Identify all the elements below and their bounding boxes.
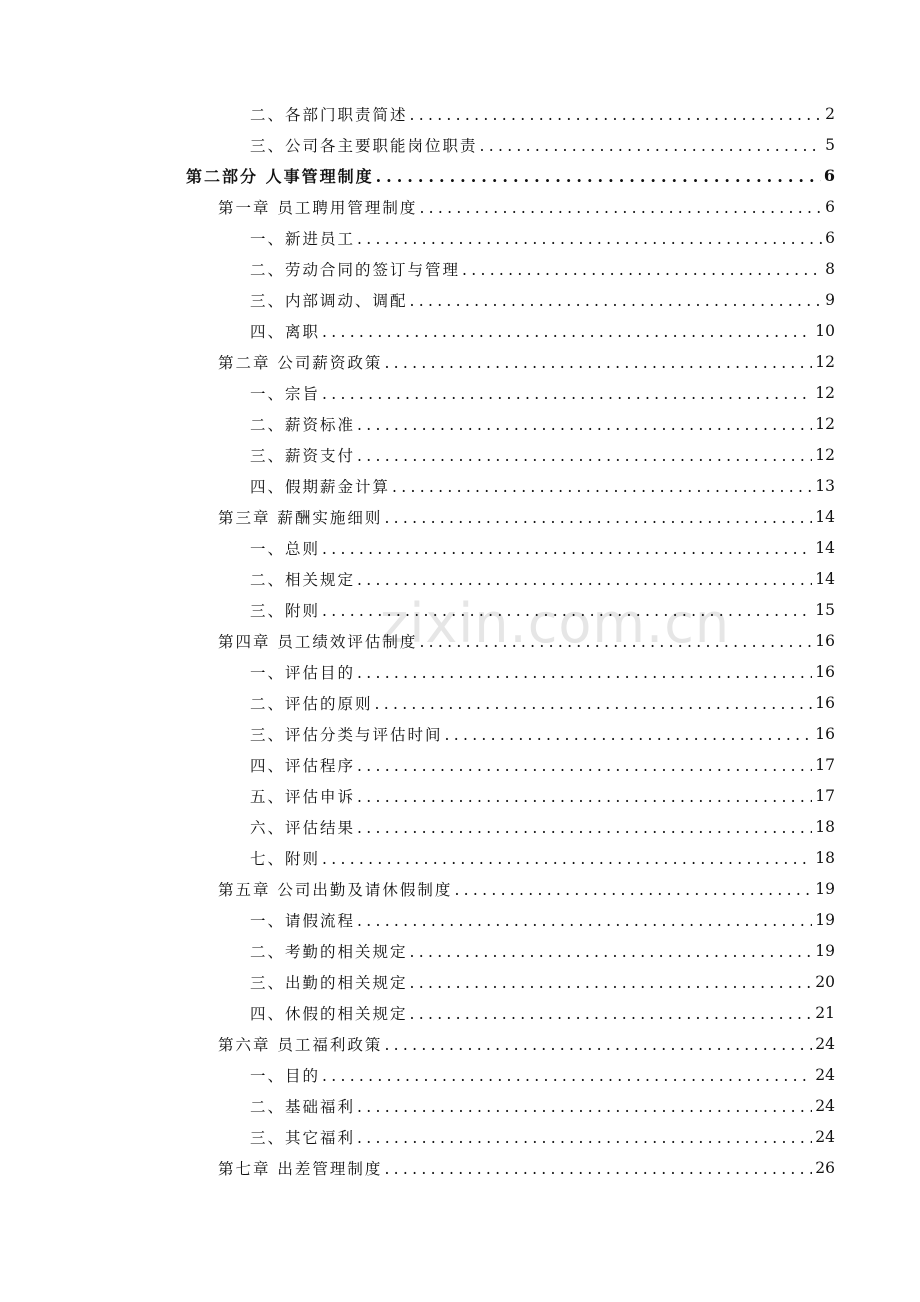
toc-entry-page-number: 24 xyxy=(815,1127,835,1146)
dot-leader xyxy=(410,974,813,992)
dot-leader xyxy=(357,571,812,589)
toc-entry-label: 七、附则 xyxy=(250,849,321,868)
toc-entry-label: 一、新进员工 xyxy=(250,229,356,248)
toc-entry-section[interactable] xyxy=(0,315,920,346)
toc-entry-label: 五、评估申诉 xyxy=(250,787,356,806)
toc-entry-page-number: 8 xyxy=(825,259,835,278)
toc-entry-chapter[interactable] xyxy=(0,191,920,222)
dot-leader xyxy=(375,695,813,713)
dot-leader xyxy=(357,447,812,465)
toc-entry-page-number: 5 xyxy=(825,135,835,154)
toc-entry-label: 第三章 薪酬实施细则 xyxy=(218,508,383,527)
toc-entry-page-number: 12 xyxy=(815,445,835,464)
toc-entry-page-number: 26 xyxy=(815,1158,835,1177)
toc-entry-section[interactable] xyxy=(0,439,920,470)
toc-entry-label: 二、相关规定 xyxy=(250,570,356,589)
toc-entry-section[interactable] xyxy=(0,222,920,253)
dot-leader xyxy=(384,354,812,372)
toc-entry-section[interactable] xyxy=(0,98,920,129)
toc-entry-label: 三、附则 xyxy=(250,601,321,620)
dot-leader xyxy=(480,137,823,155)
dot-leader xyxy=(322,323,812,341)
toc-entry-section[interactable] xyxy=(0,253,920,284)
toc-entry-label: 二、劳动合同的签订与管理 xyxy=(250,260,461,279)
dot-leader xyxy=(357,757,812,775)
dot-leader xyxy=(419,633,812,651)
toc-entry-label: 第六章 员工福利政策 xyxy=(218,1035,383,1054)
toc-entry-label: 三、评估分类与评估时间 xyxy=(250,725,443,744)
toc-entry-page-number: 12 xyxy=(815,352,835,371)
toc-entry-page-number: 10 xyxy=(815,321,835,340)
dot-leader xyxy=(376,167,821,186)
table-of-contents xyxy=(0,98,920,1183)
toc-entry-page-number: 17 xyxy=(815,786,835,805)
toc-entry-label: 四、休假的相关规定 xyxy=(250,1004,408,1023)
toc-entry-page-number: 14 xyxy=(815,538,835,557)
toc-entry-section[interactable] xyxy=(0,780,920,811)
toc-entry-page-number: 6 xyxy=(825,228,835,247)
toc-entry-part[interactable] xyxy=(0,160,920,191)
dot-leader xyxy=(384,1160,812,1178)
toc-entry-page-number: 17 xyxy=(815,755,835,774)
toc-entry-page-number: 20 xyxy=(815,972,835,991)
toc-entry-chapter[interactable] xyxy=(0,625,920,656)
toc-entry-page-number: 18 xyxy=(815,817,835,836)
toc-entry-label: 二、薪资标准 xyxy=(250,415,356,434)
toc-entry-label: 三、内部调动、调配 xyxy=(250,291,408,310)
toc-entry-section[interactable] xyxy=(0,129,920,160)
toc-entry-section[interactable] xyxy=(0,377,920,408)
toc-entry-label: 一、宗旨 xyxy=(250,384,321,403)
toc-entry-page-number: 9 xyxy=(825,290,835,309)
toc-entry-label: 一、评估目的 xyxy=(250,663,356,682)
toc-entry-page-number: 18 xyxy=(815,848,835,867)
toc-entry-label: 三、薪资支付 xyxy=(250,446,356,465)
toc-entry-section[interactable] xyxy=(0,749,920,780)
toc-entry-label: 三、出勤的相关规定 xyxy=(250,973,408,992)
toc-entry-label: 一、请假流程 xyxy=(250,911,356,930)
toc-entry-label: 四、假期薪金计算 xyxy=(250,477,391,496)
dot-leader xyxy=(392,478,812,496)
dot-leader xyxy=(454,881,812,899)
toc-entry-section[interactable] xyxy=(0,1121,920,1152)
toc-entry-label: 三、公司各主要职能岗位职责 xyxy=(250,136,478,155)
toc-entry-section[interactable] xyxy=(0,687,920,718)
toc-entry-label: 二、各部门职责简述 xyxy=(250,105,408,124)
dot-leader xyxy=(357,1129,812,1147)
toc-entry-page-number: 21 xyxy=(815,1003,835,1022)
toc-entry-label: 第五章 公司出勤及请休假制度 xyxy=(218,880,453,899)
dot-leader xyxy=(384,509,812,527)
dot-leader xyxy=(322,850,812,868)
toc-entry-page-number: 2 xyxy=(825,104,835,123)
dot-leader xyxy=(357,1098,812,1116)
dot-leader xyxy=(357,416,812,434)
toc-entry-section[interactable] xyxy=(0,811,920,842)
toc-entry-section[interactable] xyxy=(0,935,920,966)
dot-leader xyxy=(410,1005,813,1023)
toc-entry-section[interactable] xyxy=(0,997,920,1028)
toc-entry-page-number: 19 xyxy=(815,910,835,929)
toc-entry-page-number: 24 xyxy=(815,1034,835,1053)
toc-entry-label: 二、考勤的相关规定 xyxy=(250,942,408,961)
dot-leader xyxy=(322,1067,812,1085)
toc-entry-label: 三、其它福利 xyxy=(250,1128,356,1147)
toc-entry-label: 一、总则 xyxy=(250,539,321,558)
dot-leader xyxy=(322,385,812,403)
toc-entry-page-number: 14 xyxy=(815,569,835,588)
toc-entry-chapter[interactable] xyxy=(0,873,920,904)
toc-entry-section[interactable] xyxy=(0,1090,920,1121)
toc-entry-label: 第一章 员工聘用管理制度 xyxy=(218,198,418,217)
toc-entry-chapter[interactable] xyxy=(0,501,920,532)
toc-entry-page-number: 19 xyxy=(815,941,835,960)
dot-leader xyxy=(410,943,813,961)
dot-leader xyxy=(410,292,823,310)
toc-entry-section[interactable] xyxy=(0,563,920,594)
toc-entry-label: 二、评估的原则 xyxy=(250,694,373,713)
toc-entry-section[interactable] xyxy=(0,408,920,439)
toc-entry-page-number: 16 xyxy=(815,631,835,650)
toc-entry-page-number: 16 xyxy=(815,662,835,681)
toc-entry-label: 第二章 公司薪资政策 xyxy=(218,353,383,372)
toc-entry-label: 四、离职 xyxy=(250,322,321,341)
toc-entry-chapter[interactable] xyxy=(0,346,920,377)
toc-entry-page-number: 15 xyxy=(815,600,835,619)
toc-entry-label: 第七章 出差管理制度 xyxy=(218,1159,383,1178)
toc-entry-section[interactable] xyxy=(0,966,920,997)
toc-entry-chapter[interactable] xyxy=(0,1028,920,1059)
toc-entry-page-number: 24 xyxy=(815,1065,835,1084)
toc-entry-page-number: 12 xyxy=(815,383,835,402)
dot-leader xyxy=(445,726,813,744)
toc-entry-page-number: 24 xyxy=(815,1096,835,1115)
toc-entry-label: 一、目的 xyxy=(250,1066,321,1085)
toc-entry-section[interactable] xyxy=(0,904,920,935)
toc-entry-section[interactable] xyxy=(0,842,920,873)
dot-leader xyxy=(384,1036,812,1054)
toc-entry-label: 第四章 员工绩效评估制度 xyxy=(218,632,418,651)
dot-leader xyxy=(410,106,823,124)
toc-entry-page-number: 6 xyxy=(823,166,835,185)
toc-entry-page-number: 16 xyxy=(815,693,835,712)
toc-entry-label: 六、评估结果 xyxy=(250,818,356,837)
toc-entry-section[interactable] xyxy=(0,284,920,315)
dot-leader xyxy=(357,912,812,930)
toc-entry-section[interactable] xyxy=(0,470,920,501)
toc-entry-page-number: 19 xyxy=(815,879,835,898)
toc-entry-section[interactable] xyxy=(0,594,920,625)
toc-entry-page-number: 14 xyxy=(815,507,835,526)
toc-entry-chapter[interactable] xyxy=(0,1152,920,1183)
dot-leader xyxy=(357,788,812,806)
toc-entry-page-number: 6 xyxy=(825,197,835,216)
toc-entry-label: 四、评估程序 xyxy=(250,756,356,775)
dot-leader xyxy=(322,540,812,558)
toc-entry-label: 二、基础福利 xyxy=(250,1097,356,1116)
toc-entry-label: 第二部分 人事管理制度 xyxy=(186,167,374,186)
dot-leader xyxy=(462,261,822,279)
dot-leader xyxy=(322,602,812,620)
dot-leader xyxy=(357,664,812,682)
toc-entry-page-number: 13 xyxy=(815,476,835,495)
toc-entry-page-number: 12 xyxy=(815,414,835,433)
toc-entry-section[interactable] xyxy=(0,532,920,563)
toc-entry-page-number: 16 xyxy=(815,724,835,743)
toc-entry-section[interactable] xyxy=(0,1059,920,1090)
toc-entry-section[interactable] xyxy=(0,656,920,687)
dot-leader xyxy=(419,199,822,217)
dot-leader xyxy=(357,230,822,248)
dot-leader xyxy=(357,819,812,837)
watermark: zixin.com.cn xyxy=(380,592,731,655)
toc-entry-section[interactable] xyxy=(0,718,920,749)
